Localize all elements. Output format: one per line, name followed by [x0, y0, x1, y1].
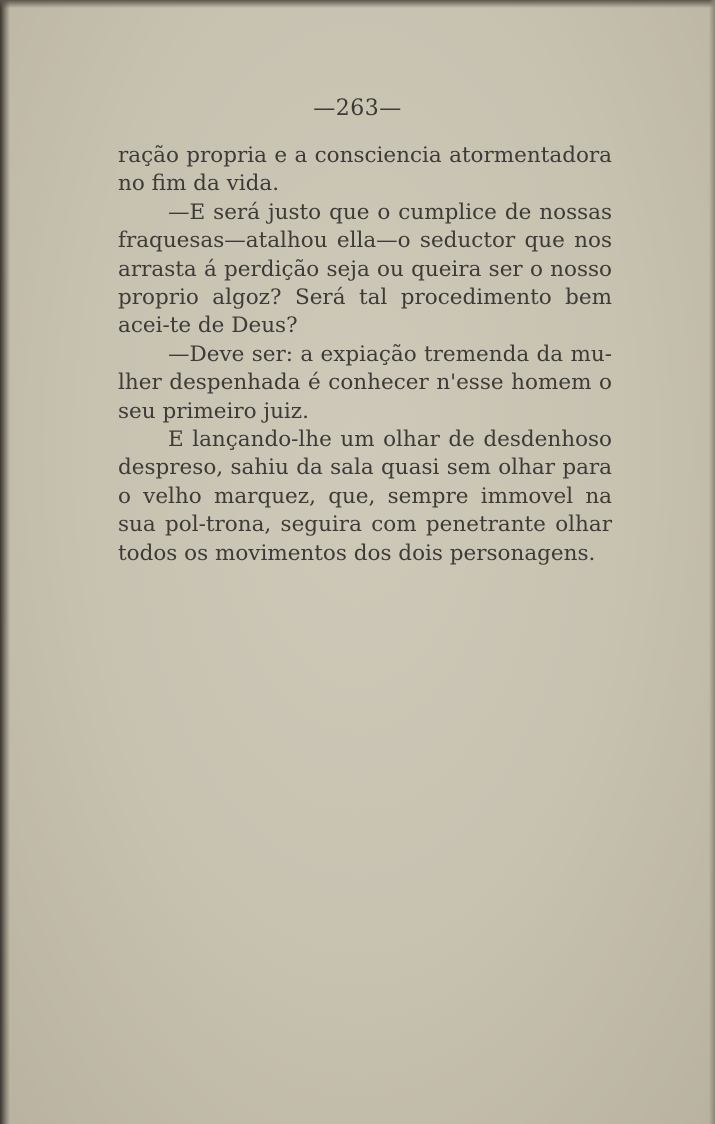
paragraph-continuation: ração propria e a consciencia atormentadora no fim da vida. [118, 143, 612, 197]
paragraph: —Deve ser: a expiação tremenda da mu-lher despenhada é conhecer n'esse homem o seu primeiro juiz. [118, 341, 612, 424]
page-body-text [118, 142, 612, 568]
page-edge-shadow [0, 0, 10, 1124]
page-right-edge [709, 0, 715, 1124]
paragraph: —E será justo que o cumplice de nossas fraquesas—atalhou ella—o seductor que nos arrasta á perdição seja ou queira ser o nosso proprio algoz? Será tal procedimento bem acei-te de Deus? [118, 199, 612, 339]
page-number: —263— [313, 96, 402, 121]
paragraph: E lançando-lhe um olhar de desdenhoso despreso, sahiu da sala quasi sem olhar para o velho marquez, que, sempre immovel na sua pol-trona, seguira com penetrante olhar todos os movimentos dos dois personagens. [118, 427, 612, 566]
page-top-shadow [0, 0, 715, 8]
